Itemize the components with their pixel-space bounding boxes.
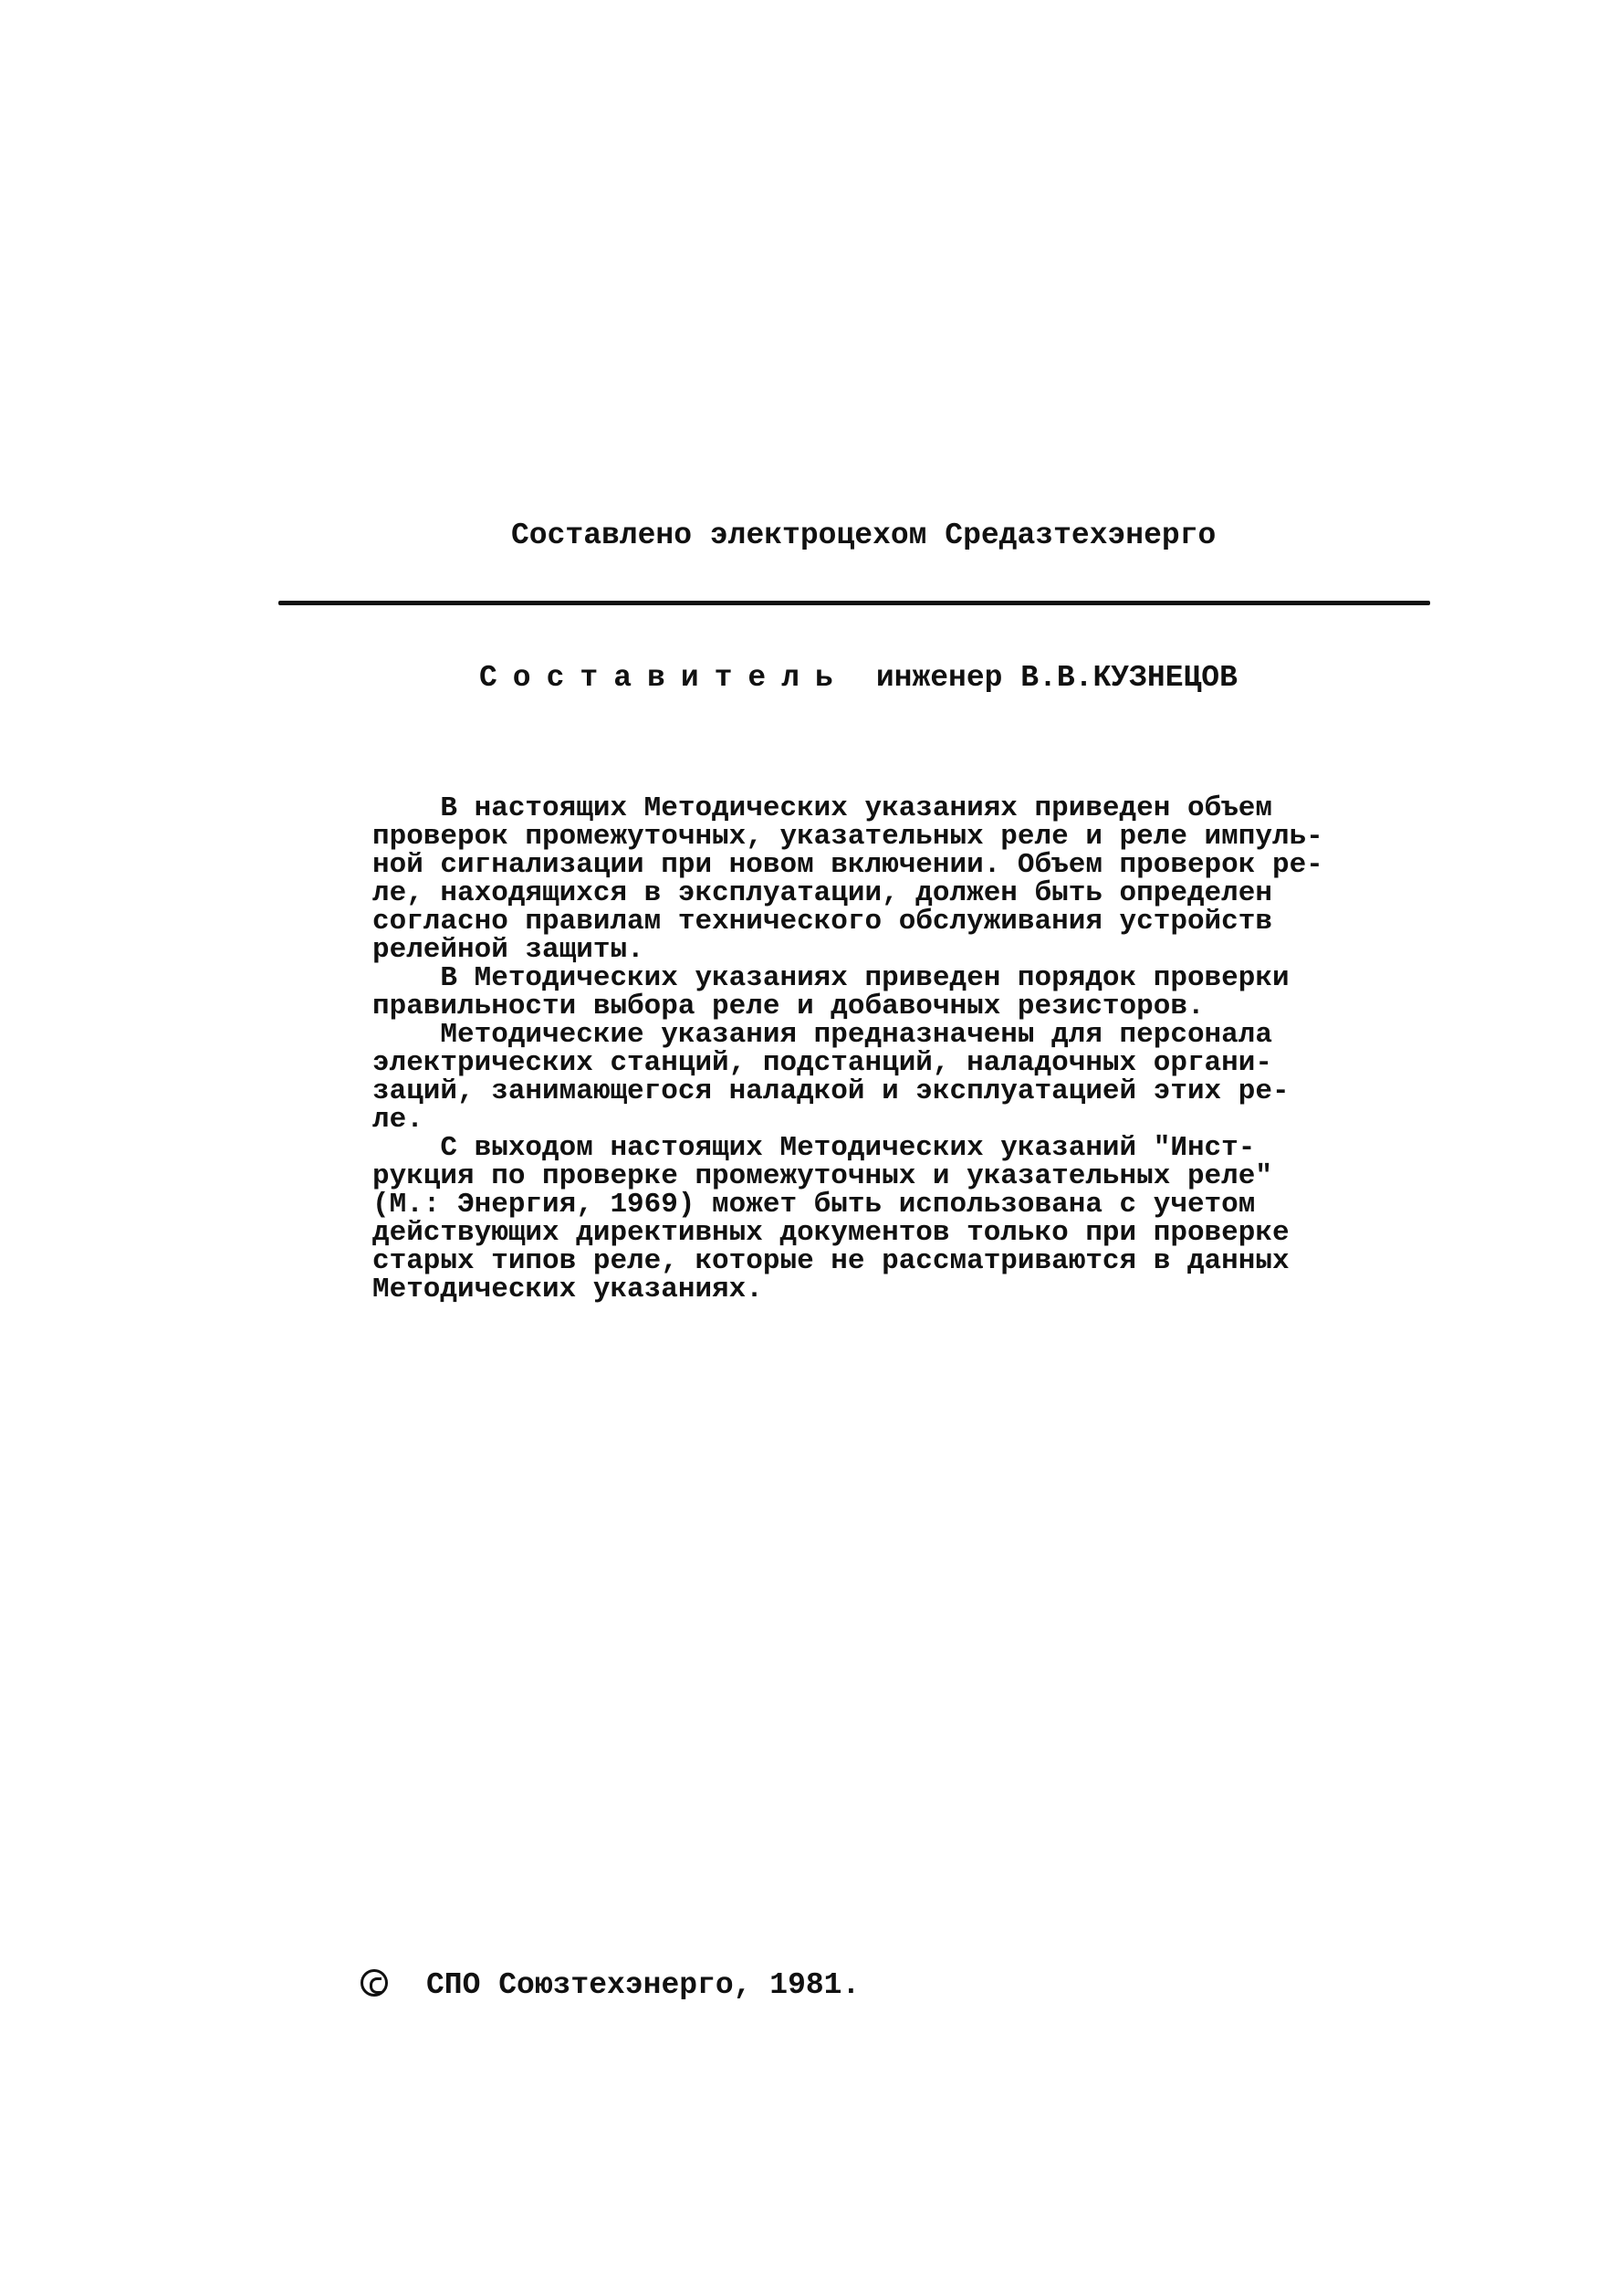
copyright-line — [361, 1968, 860, 2002]
text-line: (М.: Энергия, 1969) может быть использована с учетом — [372, 1189, 1256, 1221]
divider-rule — [278, 601, 1430, 605]
compiler-line — [479, 661, 1238, 695]
text-line: ле, находящихся в эксплуатации, должен быть определен — [372, 877, 1272, 909]
compiler-label: Составитель — [479, 661, 849, 695]
text-line: действующих директивных документов только при проверке — [372, 1217, 1290, 1249]
text-line: правильности выбора реле и добавочных резисторов. — [372, 991, 1205, 1022]
text-line: электрических станций, подстанций, наладочных органи- — [372, 1047, 1272, 1079]
text-line: В настоящих Методических указаниях приведен объем — [372, 792, 1272, 824]
copyright-icon — [361, 1969, 388, 1997]
text-line: согласно правилам технического обслуживания устройств — [372, 906, 1272, 938]
body-text — [372, 794, 1395, 1304]
text-line: релейной защиты. — [372, 934, 644, 966]
text-line: С выходом настоящих Методических указаний "Инст- — [372, 1132, 1256, 1164]
text-line: В Методических указаниях приведен порядок проверки — [372, 962, 1290, 994]
text-line: рукция по проверке промежуточных и указательных реле" — [372, 1160, 1272, 1192]
text-line: старых типов реле, которые не рассматриваются в данных — [372, 1245, 1290, 1277]
text-line: Методические указания предназначены для персонала — [372, 1019, 1272, 1051]
compiler-name: инженер В.В.КУЗНЕЦОВ — [875, 661, 1238, 695]
copyright-text: СПО Союзтехэнерго, 1981. — [426, 1968, 861, 2002]
text-line: Методических указаниях. — [372, 1274, 763, 1305]
text-line: ле. — [372, 1104, 423, 1136]
text-line: ной сигнализации при новом включении. Объем проверок ре- — [372, 849, 1323, 881]
compiled-by-line: Составлено электроцехом Средазтехэнерго — [511, 519, 1217, 552]
text-line: проверок промежуточных, указательных реле и реле импуль- — [372, 821, 1323, 853]
text-line: заций, занимающегося наладкой и эксплуатацией этих ре- — [372, 1075, 1290, 1107]
